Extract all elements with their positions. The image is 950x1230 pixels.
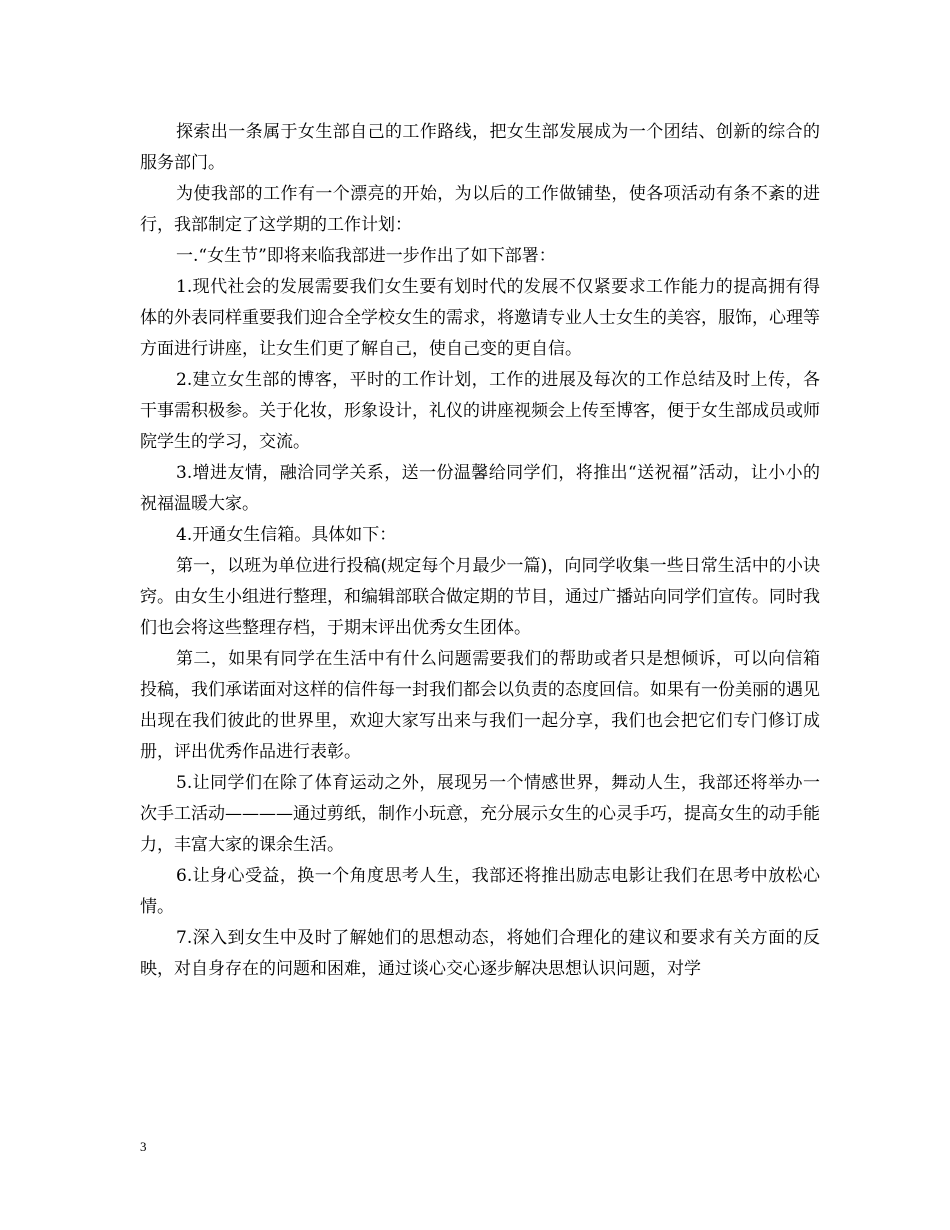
- paragraph-plan-intro: 为使我部的工作有一个漂亮的开始，为以后的工作做铺垫，使各项活动有条不紊的进行，我部制定了这学期的工作计划：: [140, 184, 820, 235]
- paragraph-item-4-first: 第一，以班为单位进行投稿(规定每个月最少一篇)，向同学收集一些日常生活中的小诀窍。由女生小组进行整理，和编辑部联合做定期的节目，通过广播站向同学们宣传。同时我们也会将这些整理存档，于期末评出优秀女生团体。: [140, 556, 820, 638]
- document-body: [140, 117, 820, 985]
- paragraph-section-heading: 一.“女生节”即将来临我部进一步作出了如下部署：: [176, 246, 556, 266]
- paragraph-item-3: 3.增进友情，融洽同学关系，送一份温馨给同学们，将推出“送祝福”活动，让小小的祝福温暖大家。: [140, 463, 820, 514]
- paragraph-intro-continued: 探索出一条属于女生部自己的工作路线，把女生部发展成为一个团结、创新的综合的服务部门。: [140, 122, 820, 173]
- paragraph-item-4-second: 第二，如果有同学在生活中有什么问题需要我们的帮助或者只是想倾诉，可以向信箱投稿，我们承诺面对这样的信件每一封我们都会以负责的态度回信。如果有一份美丽的遇见出现在我们彼此的世界里，欢迎大家写出来与我们一起分享，我们也会把它们专门修订成册，评出优秀作品进行表彰。: [140, 649, 820, 762]
- paragraph-item-7: 7.深入到女生中及时了解她们的思想动态，将她们合理化的建议和要求有关方面的反映，对自身存在的问题和困难，通过谈心交心逐步解决思想认识问题，对学: [140, 928, 820, 979]
- paragraph-item-6: 6.让身心受益，换一个角度思考人生，我部还将推出励志电影让我们在思考中放松心情。: [140, 866, 820, 917]
- page-number: 3: [140, 1139, 147, 1154]
- paragraph-item-1: 1.现代社会的发展需要我们女生要有划时代的发展不仅紧要求工作能力的提高拥有得体的外表同样重要我们迎合全学校女生的需求，将邀请专业人士女生的美容，服饰，心理等方面进行讲座，让女生们更了解自己，使自己变的更自信。: [140, 277, 820, 359]
- paragraph-item-2: 2.建立女生部的博客，平时的工作计划，工作的进展及每次的工作总结及时上传，各干事需积极参。关于化妆，形象设计，礼仪的讲座视频会上传至博客，便于女生部成员或师院学生的学习，交流。: [140, 370, 820, 452]
- paragraph-item-5: 5.让同学们在除了体育运动之外，展现另一个情感世界，舞动人生，我部还将举办一次手工活动————通过剪纸，制作小玩意，充分展示女生的心灵手巧，提高女生的动手能力，丰富大家的课余生活。: [140, 773, 820, 855]
- paragraph-item-4: 4.开通女生信箱。具体如下：: [176, 525, 397, 545]
